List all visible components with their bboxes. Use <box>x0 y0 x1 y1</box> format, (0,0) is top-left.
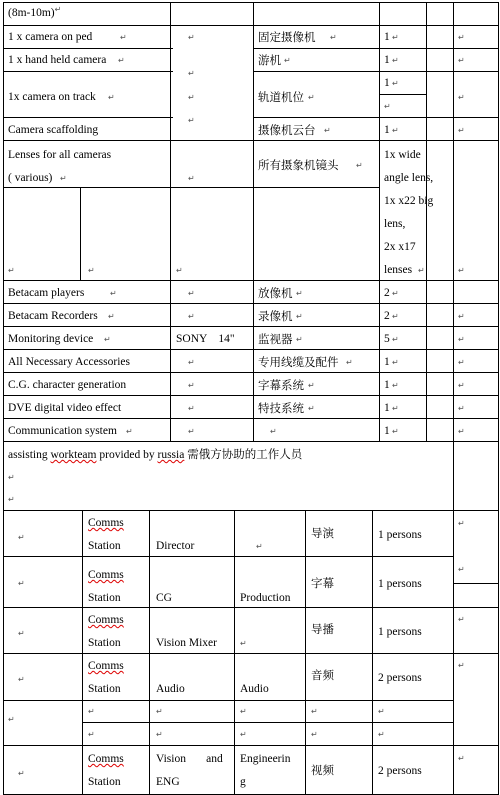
station-label: Comms <box>88 569 124 581</box>
paragraph-mark: ↵ <box>458 312 465 321</box>
lens-qty-line: lens, <box>384 218 406 230</box>
paragraph-mark: ↵ <box>458 335 465 344</box>
paragraph-mark: ↵ <box>392 289 399 298</box>
paragraph-mark: ↵ <box>120 33 127 42</box>
persons-count: 2 persons <box>378 765 422 777</box>
paragraph-mark: ↵ <box>458 754 465 763</box>
item-label: Communication system <box>8 425 117 437</box>
role-label: Director <box>156 540 195 552</box>
persons-count: 2 persons <box>378 672 422 684</box>
role-chinese: 字幕 <box>311 576 334 590</box>
station-label: Station <box>88 776 121 788</box>
document-page: (8m-10m) ↵ 1 x camera on ped ↵ ↵ 固定摄像机 ↵ 1 ↵ ↵ 1 x hand held camera ↵ ↵ 游机 ↵ 1 ↵ ↵ 1x camera on track ↵ ↵ 轨道机位 ↵ 1 ↵ ↵ ↵ Camera scaffolding ↵ 摄像机云台 ↵ 1 ↵ ↵ Lenses for all cameras ( various) ↵ ↵ 所有摄象机镜头 ↵ 1x wide angle lens, 1x x22 big lens, 2x x17 lenses ↵ ↵ ↵ ↵ ↵ Betacam players ↵ ↵ 放像机 ↵ 2 ↵ Betacam Recorders ↵ ↵ 录像机 ↵ 2 ↵ ↵ Monitoring device ↵ SONY 14" 监视器 ↵ 5 ↵ ↵ All Necessary Accessories ↵ 专用线缆及配件 ↵ 1 ↵ ↵ C.G. character generation ↵ 字幕系统 ↵ 1 ↵ ↵ DVE digital video effect ↵ 特技系统 ↵ 1 ↵ ↵ Communication system ↵ ↵ ↵ 1 ↵ ↵ assisting workteam provided by russia 需俄方协助的工作人员 ↵ ↵ ↵ Comms Station Director ↵ 导演 1 persons ↵ ↵ Comms Station CG Production 字幕 1 persons ↵ ↵ Comms Station Vision Mixer ↵ 导播 1 persons ↵ ↵ Comms Station Audio Audio 音频 2 persons ↵ ↵ ↵ ↵ ↵ ↵ ↵ ↵ ↵ ↵ ↵ ↵ ↵ Comms Station Vision and ENG Engineerin g 视频 2 persons ↵ <box>0 0 500 795</box>
paragraph-mark: ↵ <box>188 289 195 298</box>
item-chinese-name: 特技系统 <box>258 401 304 415</box>
paragraph-mark: ↵ <box>346 358 353 367</box>
paragraph-mark: ↵ <box>308 381 315 390</box>
paragraph-mark: ↵ <box>176 266 183 275</box>
role-label: Audio <box>156 683 185 695</box>
item-chinese-name: 专用线缆及配件 <box>258 355 339 369</box>
item-label: All Necessary Accessories <box>8 356 130 368</box>
role-label: Vision Mixer <box>156 637 217 649</box>
paragraph-mark: ↵ <box>240 639 247 648</box>
paragraph-mark: ↵ <box>458 404 465 413</box>
paragraph-mark: ↵ <box>88 266 95 275</box>
item-label: Camera scaffolding <box>8 124 99 136</box>
paragraph-mark: ↵ <box>458 615 465 624</box>
role-label-continued: ENG <box>156 776 180 788</box>
paragraph-mark: ↵ <box>104 335 111 344</box>
item-label: Lenses for all cameras <box>8 149 112 161</box>
station-label: Comms <box>88 753 124 765</box>
item-chinese-name: 游机 <box>258 53 281 67</box>
paragraph-mark: ↵ <box>392 33 399 42</box>
paragraph-mark: ↵ <box>108 312 115 321</box>
paragraph-mark: ↵ <box>18 533 25 542</box>
item-chinese-name: 放像机 <box>258 286 293 300</box>
paragraph-mark: ↵ <box>188 33 195 42</box>
paragraph-mark: ↵ <box>188 381 195 390</box>
paragraph-mark: ↵ <box>8 495 15 504</box>
paragraph-mark: ↵ <box>88 730 95 739</box>
paragraph-mark: ↵ <box>392 404 399 413</box>
paragraph-mark: ↵ <box>458 427 465 436</box>
paragraph-mark: ↵ <box>156 730 163 739</box>
paragraph-mark: ↵ <box>188 404 195 413</box>
paragraph-mark: ↵ <box>240 730 247 739</box>
paragraph-mark: ↵ <box>156 707 163 716</box>
department-label: Audio <box>240 683 269 695</box>
monitor-model: SONY 14" <box>176 333 235 345</box>
persons-count: 1 persons <box>378 578 422 590</box>
paragraph-mark: ↵ <box>458 381 465 390</box>
paragraph-mark: ↵ <box>392 335 399 344</box>
paragraph-mark: ↵ <box>188 312 195 321</box>
role-label: Vision and <box>156 753 223 765</box>
paragraph-mark: ↵ <box>308 93 315 102</box>
item-chinese-name: 录像机 <box>258 309 293 323</box>
paragraph-mark: ↵ <box>126 427 133 436</box>
department-label: Production <box>240 592 291 604</box>
paragraph-mark: ↵ <box>356 161 363 170</box>
paragraph-mark: ↵ <box>188 69 195 78</box>
item-quantity: 2 <box>384 310 390 322</box>
item-label: Betacam players <box>8 287 85 299</box>
paragraph-mark: ↵ <box>110 289 117 298</box>
paragraph-mark: ↵ <box>458 661 465 670</box>
paragraph-mark: ↵ <box>392 312 399 321</box>
paragraph-mark: ↵ <box>418 266 425 275</box>
paragraph-mark: ↵ <box>60 174 67 183</box>
station-label: Comms <box>88 517 124 529</box>
department-label-continued: g <box>240 776 246 788</box>
item-chinese-name: 监视器 <box>258 332 293 346</box>
department-label: Engineerin <box>240 753 291 765</box>
paragraph-mark: ↵ <box>18 579 25 588</box>
item-quantity: 1 <box>384 356 390 368</box>
paragraph-mark: ↵ <box>458 519 465 528</box>
paragraph-mark: ↵ <box>188 116 195 125</box>
item-label: 1x camera on track <box>8 91 96 103</box>
item-quantity: 1 <box>384 31 390 43</box>
paragraph-mark: ↵ <box>458 126 465 135</box>
paragraph-mark: ↵ <box>88 707 95 716</box>
item-chinese-name: 所有摄象机镜头 <box>258 158 339 172</box>
paragraph-mark: ↵ <box>392 358 399 367</box>
paragraph-mark: ↵ <box>392 56 399 65</box>
station-label: Station <box>88 683 121 695</box>
paragraph-mark: ↵ <box>8 715 15 724</box>
distance-note: (8m-10m) ↵ <box>8 5 62 19</box>
role-chinese: 音频 <box>311 668 334 682</box>
role-label: CG <box>156 592 172 604</box>
paragraph-mark: ↵ <box>270 427 277 436</box>
station-label: Comms <box>88 614 124 626</box>
paragraph-mark: ↵ <box>18 675 25 684</box>
paragraph-mark: ↵ <box>330 33 337 42</box>
paragraph-mark: ↵ <box>18 629 25 638</box>
paragraph-mark: ↵ <box>240 707 247 716</box>
role-chinese: 视频 <box>311 763 334 777</box>
lens-qty-line: 2x x17 <box>384 241 416 253</box>
item-label-continued: ( various) <box>8 172 53 184</box>
paragraph-mark: ↵ <box>308 404 315 413</box>
paragraph-mark: ↵ <box>458 33 465 42</box>
item-label: C.G. character generation <box>8 379 127 391</box>
lens-qty-line: 1x x22 big <box>384 195 434 207</box>
station-label: Station <box>88 540 121 552</box>
lens-qty-line: angle lens, <box>384 172 434 184</box>
paragraph-mark: ↵ <box>392 126 399 135</box>
item-quantity: 1 <box>384 425 390 437</box>
paragraph-mark: ↵ <box>118 56 125 65</box>
paragraph-mark: ↵ <box>324 126 331 135</box>
item-quantity: 2 <box>384 287 390 299</box>
item-quantity: 1 <box>384 77 390 89</box>
paragraph-mark: ↵ <box>392 427 399 436</box>
station-label: Station <box>88 592 121 604</box>
paragraph-mark: ↵ <box>458 56 465 65</box>
item-quantity: 1 <box>384 54 390 66</box>
persons-count: 1 persons <box>378 529 422 541</box>
item-label: 1 x hand held camera <box>8 54 107 66</box>
paragraph-mark: ↵ <box>458 93 465 102</box>
paragraph-mark: ↵ <box>284 56 291 65</box>
paragraph-mark: ↵ <box>296 312 303 321</box>
lens-qty-line: 1x wide <box>384 149 421 161</box>
paragraph-mark: ↵ <box>378 730 385 739</box>
item-chinese-name: 字幕系统 <box>258 378 304 392</box>
persons-count: 1 persons <box>378 626 422 638</box>
paragraph-mark: ↵ <box>188 174 195 183</box>
item-label: Monitoring device <box>8 333 94 345</box>
paragraph-mark: ↵ <box>256 542 263 551</box>
item-label: DVE digital video effect <box>8 402 122 414</box>
station-label: Comms <box>88 660 124 672</box>
paragraph-mark: ↵ <box>458 358 465 367</box>
station-label: Station <box>88 637 121 649</box>
paragraph-mark: ↵ <box>108 93 115 102</box>
lens-qty-line: lenses <box>384 264 413 276</box>
item-label: 1 x camera on ped <box>8 31 93 43</box>
paragraph-mark: ↵ <box>458 565 465 574</box>
paragraph-mark: ↵ <box>188 93 195 102</box>
paragraph-mark: ↵ <box>188 358 195 367</box>
paragraph-mark: ↵ <box>392 381 399 390</box>
paragraph-mark: ↵ <box>458 266 465 275</box>
paragraph-mark: ↵ <box>384 102 391 111</box>
paragraph-mark: ↵ <box>188 427 195 436</box>
role-chinese: 导演 <box>311 526 334 540</box>
paragraph-mark: ↵ <box>18 769 25 778</box>
item-chinese-name: 轨道机位 <box>258 90 304 104</box>
item-chinese-name: 摄像机云台 <box>258 123 316 137</box>
paragraph-mark: ↵ <box>311 707 318 716</box>
paragraph-mark: ↵ <box>8 266 15 275</box>
item-quantity: 5 <box>384 333 390 345</box>
paragraph-mark: ↵ <box>8 473 15 482</box>
item-quantity: 1 <box>384 379 390 391</box>
item-quantity: 1 <box>384 124 390 136</box>
paragraph-mark: ↵ <box>296 289 303 298</box>
role-chinese: 导播 <box>311 622 334 636</box>
paragraph-mark: ↵ <box>296 335 303 344</box>
paragraph-mark: ↵ <box>311 730 318 739</box>
paragraph-mark: ↵ <box>392 79 399 88</box>
item-chinese-name: 固定摄像机 <box>258 30 316 44</box>
paragraph-mark: ↵ <box>378 707 385 716</box>
item-label: Betacam Recorders <box>8 310 98 322</box>
item-quantity: 1 <box>384 402 390 414</box>
